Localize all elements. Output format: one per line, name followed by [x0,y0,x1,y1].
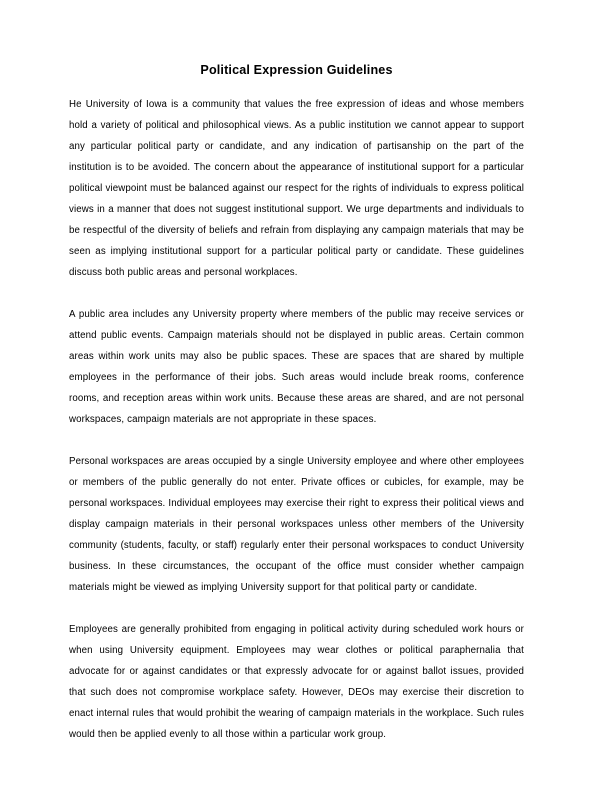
paragraph-2: A public area includes any University property where members of the public may receive services or attend public events. Campaign materials should not be displayed in public areas. Certain common areas within work units may also be public spaces. These are spaces that are shared by multiple employees in the performance of their jobs. Such areas would include break rooms, conference rooms, and reception areas within work units. Because these areas are shared, and are not personal workspaces, campaign materials are not appropriate in these spaces. [69,309,524,425]
document-body [69,62,524,745]
page-title: Political Expression Guidelines [200,63,393,77]
paragraph-4: Employees are generally prohibited from engaging in political activity during scheduled work hours or when using University equipment. Employees may wear clothes or political paraphernalia that advocate for or against candidates or that expressly advocate for or against ballot issues, provided that such does not compromise workplace safety. However, DEOs may exercise their discretion to enact internal rules that would prohibit the wearing of campaign materials in the workplace. Such rules would then be applied evenly to all those within a particular work group. [69,624,524,740]
paragraph-3: Personal workspaces are areas occupied by a single University employee and where other employees or members of the public generally do not enter. Private offices or cubicles, for example, may be personal workspaces. Individual employees may exercise their right to express their political views and display campaign materials in their personal workspaces unless other members of the University community (students, faculty, or staff) regularly enter their personal workspaces to conduct University business. In these circumstances, the occupant of the office must consider whether campaign materials might be viewed as implying University support for that political party or candidate. [69,456,524,593]
paragraph-1: He University of Iowa is a community that values the free expression of ideas and whose members hold a variety of political and philosophical views. As a public institution we cannot appear to support any particular political party or candidate, and any indication of partisanship on the part of the institution is to be avoided. The concern about the appearance of institutional support for a particular political viewpoint must be balanced against our respect for the rights of individuals to express political views in a manner that does not suggest institutional support. We urge departments and individuals to be respectful of the diversity of beliefs and refrain from displaying any campaign materials that may be seen as implying institutional support for a particular political party or candidate. These guidelines discuss both public areas and personal workplaces. [69,99,524,278]
